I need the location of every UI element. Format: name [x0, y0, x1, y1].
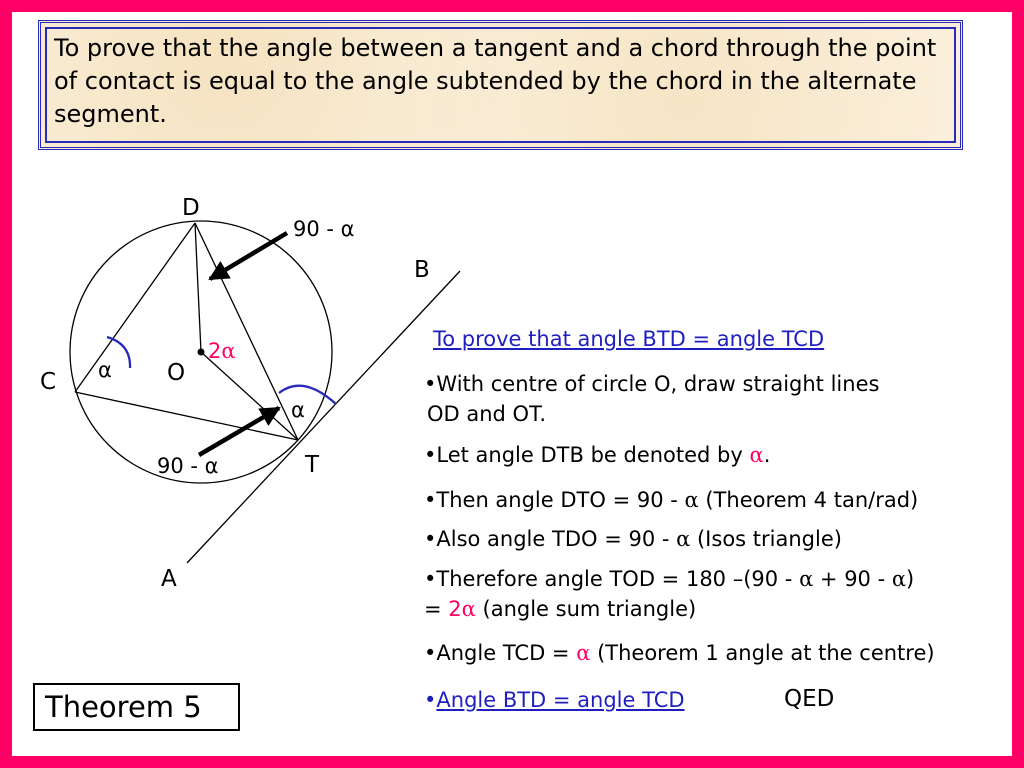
centre-point [198, 349, 205, 356]
proof-step-7 [424, 685, 685, 715]
proof-step-2 [424, 440, 770, 470]
step-5b-alpha: α [461, 597, 476, 621]
step-6-end: (Theorem 1 angle at the centre) [590, 641, 935, 665]
proof-step-5a [424, 564, 914, 594]
angle-center-alpha: α [221, 339, 236, 363]
proof-heading[interactable]: To prove that angle BTD = angle TCD [433, 327, 825, 351]
step-2-alpha: α [749, 443, 764, 467]
step-4-end: (Isos triangle) [690, 527, 842, 551]
label-o: O [167, 360, 186, 386]
proof-step-1b: OD and OT. [427, 402, 547, 426]
label-a: A [161, 566, 177, 592]
step-6-alpha: α [576, 641, 591, 665]
label-arrow-bottom: 90 - α [157, 454, 219, 478]
step-4-alpha: α [676, 527, 691, 551]
step-5-alpha-1: α [799, 567, 814, 591]
proof-step-5b [424, 594, 696, 624]
step-5-alpha-2: α [891, 567, 907, 591]
label-c: C [40, 369, 57, 395]
step-5b-text: = [424, 597, 449, 621]
arrow-bottom [199, 408, 279, 455]
step-5b-end: (angle sum triangle) [475, 597, 697, 621]
label-angle-c: α [98, 358, 112, 382]
arrow-top [210, 233, 287, 279]
step-4-text: •Also angle TDO = 90 - [424, 527, 677, 551]
proof-step-3 [424, 485, 918, 515]
step-3-alpha: α [684, 488, 699, 512]
angle-center-number: 2 [208, 339, 222, 363]
step-5-text: •Therefore angle TOD = 180 –(90 - [424, 567, 800, 591]
label-angle-t: α [291, 398, 305, 422]
label-angle-center [208, 339, 236, 363]
slide-title: To prove that the angle between a tangent and a chord through the point of contact is equal to the angle subtended by the chord in the alternate segment. [54, 34, 937, 128]
step-3-text: •Then angle DTO = 90 - [424, 488, 685, 512]
step-2-end: . [763, 443, 771, 467]
step-5-end: ) [906, 567, 915, 591]
label-b: B [414, 257, 430, 283]
step-3-end: (Theorem 4 tan/rad) [698, 488, 919, 512]
label-t: T [305, 452, 320, 478]
tangent-line-ab [187, 271, 460, 563]
qed-label: QED [784, 686, 835, 712]
proof-step-4 [424, 524, 842, 554]
theorem-label-box: Theorem 5 [33, 683, 240, 731]
step-5b-two: 2 [448, 597, 462, 621]
step-6-text: •Angle TCD = [424, 641, 577, 665]
label-arrow-top: 90 - α [293, 217, 355, 241]
label-d: D [182, 195, 200, 221]
radius-od [195, 223, 201, 352]
step-5-mid: + 90 - [813, 567, 892, 591]
step-7-bullet: • [424, 688, 437, 712]
proof-step-1a: •With centre of circle O, draw straight lines [424, 372, 880, 396]
conclusion-link[interactable]: Angle BTD = angle TCD [436, 688, 685, 712]
proof-step-6 [424, 638, 935, 668]
step-2-text: •Let angle DTB be denoted by [424, 443, 750, 467]
